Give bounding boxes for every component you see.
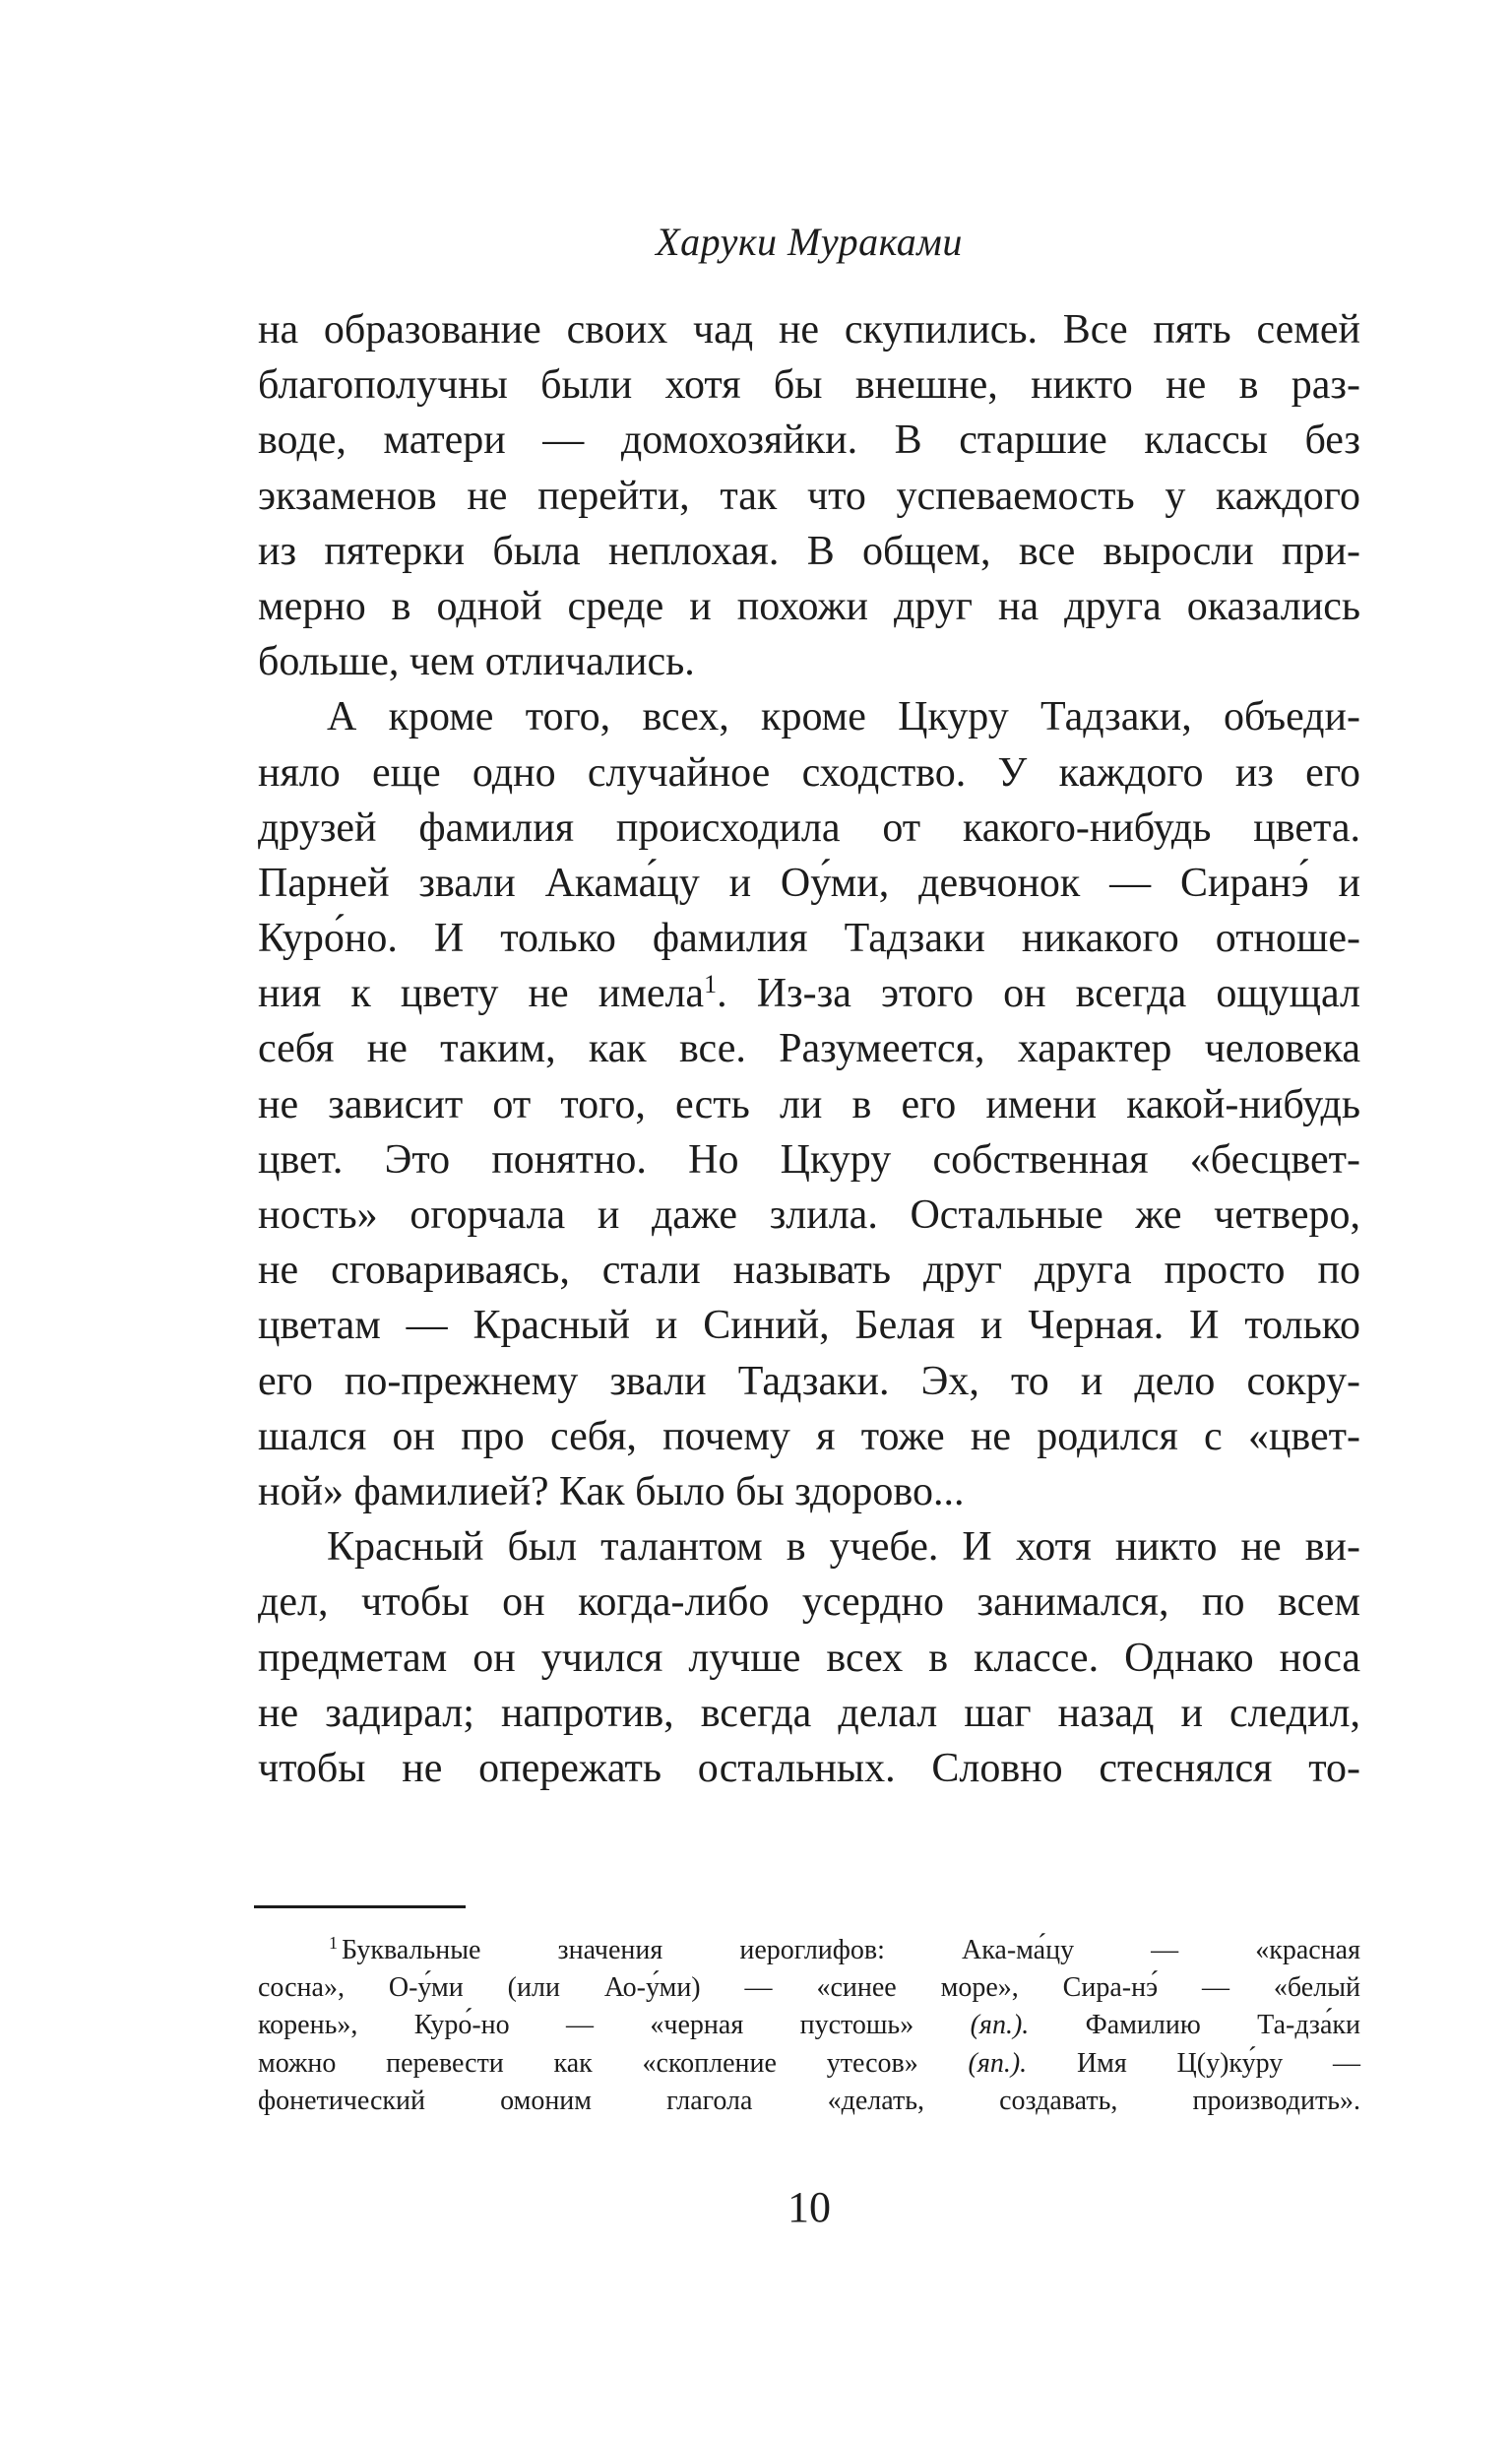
- text-fragment: корень», Куро́-но — «черная пустошь»: [258, 2010, 914, 2041]
- text-line: на образование своих чад не скупились. Все пять семей: [258, 307, 1360, 353]
- text-fragment: Буквальные значения иероглифов: Ака-ма́цу — «красная: [342, 1935, 1360, 1965]
- text-line: ность» огорчала и даже злила. Остальные же четверо,: [258, 1192, 1360, 1238]
- text-line: не сговариваясь, стали называть друг друга просто по: [258, 1248, 1360, 1294]
- text-line: цветам — Красный и Синий, Белая и Черная. И только: [258, 1303, 1360, 1349]
- text-line: из пятерки была неплохая. В общем, все выросли при-: [258, 528, 1360, 574]
- text-line: мерно в одной среде и похожи друг на друга оказались: [258, 583, 1360, 629]
- text-line: больше, чем отличались.: [258, 639, 695, 685]
- footnote-line: фонетический омоним глагола «делать, создавать, производить».: [258, 2085, 1360, 2116]
- running-head-author: Харуки Мураками: [656, 220, 963, 264]
- text-line: не задирал; напротив, всегда делал шаг назад и следил,: [258, 1690, 1360, 1736]
- text-line: дел, чтобы он когда-либо усердно занимался, по всем: [258, 1579, 1360, 1626]
- text-line: экзаменов не перейти, так что успеваемость у каждого: [258, 473, 1360, 519]
- text-line: предметам он учился лучше всех в классе. Однако носа: [258, 1635, 1360, 1681]
- text-line: воде, матери — домохозяйки. В старшие классы без: [258, 418, 1360, 464]
- footnote-line: [258, 1932, 1360, 1969]
- text-fragment: ния к цвету не имела: [258, 971, 705, 1017]
- page-number: 10: [788, 2183, 831, 2231]
- footnote-line: сосна», О-у́ми (или Ао-у́ми) — «синее море», Сира-нэ́ — «белый: [258, 1972, 1360, 2004]
- text-line-with-footnote-ref: [258, 966, 1360, 1021]
- footnote-line: [258, 2007, 1360, 2044]
- paragraph-first-line: А кроме того, всех, кроме Цкуру Тадзаки, объеди-: [327, 694, 1360, 740]
- text-fragment: Фамилию Та-дза́ки: [1029, 2010, 1361, 2041]
- text-line: цвет. Это понятно. Но Цкуру собственная «бесцвет-: [258, 1136, 1360, 1183]
- footnote-marker: 1: [329, 1933, 338, 1953]
- text-fragment: Имя Ц(у)ку́ру —: [1027, 2047, 1361, 2079]
- footnote-reference[interactable]: 1: [704, 970, 718, 999]
- abbreviation-jp: (яп.).: [970, 2010, 1030, 2041]
- text-line: себя не таким, как все. Разумеется, характер человека: [258, 1026, 1360, 1072]
- text-line: чтобы не опережать остальных. Словно стеснялся то-: [258, 1745, 1360, 1791]
- text-line: няло еще одно случайное сходство. У каждого из его: [258, 749, 1360, 796]
- footnote-block: [258, 1932, 1360, 2120]
- paragraph-first-line: Красный был талантом в учебе. И хотя никто не ви-: [327, 1524, 1360, 1571]
- abbreviation-jp: (яп.).: [968, 2047, 1028, 2079]
- text-fragment: . Из-за этого он всегда ощущал: [717, 971, 1360, 1017]
- text-fragment: можно перевести как «скопление утесов»: [258, 2047, 918, 2079]
- text-line: не зависит от того, есть ли в его имени какой-нибудь: [258, 1081, 1360, 1127]
- footnote-separator: [254, 1905, 466, 1908]
- text-line: ной» фамилией? Как было бы здорово...: [258, 1468, 965, 1514]
- text-line: шался он про себя, почему я тоже не родился с «цвет-: [258, 1413, 1360, 1459]
- text-line: Куро́но. И только фамилия Тадзаки никакого отноше-: [258, 916, 1360, 962]
- text-line: друзей фамилия происходила от какого-нибудь цвета.: [258, 804, 1360, 851]
- text-line: Парней звали Акама́цу и Оу́ми, девчонок — Сиранэ́ и: [258, 860, 1360, 906]
- text-line: его по-прежнему звали Тадзаки. Эх, то и дело сокру-: [258, 1358, 1360, 1404]
- body-text: [258, 302, 1360, 1796]
- footnote-line: [258, 2045, 1360, 2083]
- text-line: благополучны были хотя бы внешне, никто не в раз-: [258, 362, 1360, 409]
